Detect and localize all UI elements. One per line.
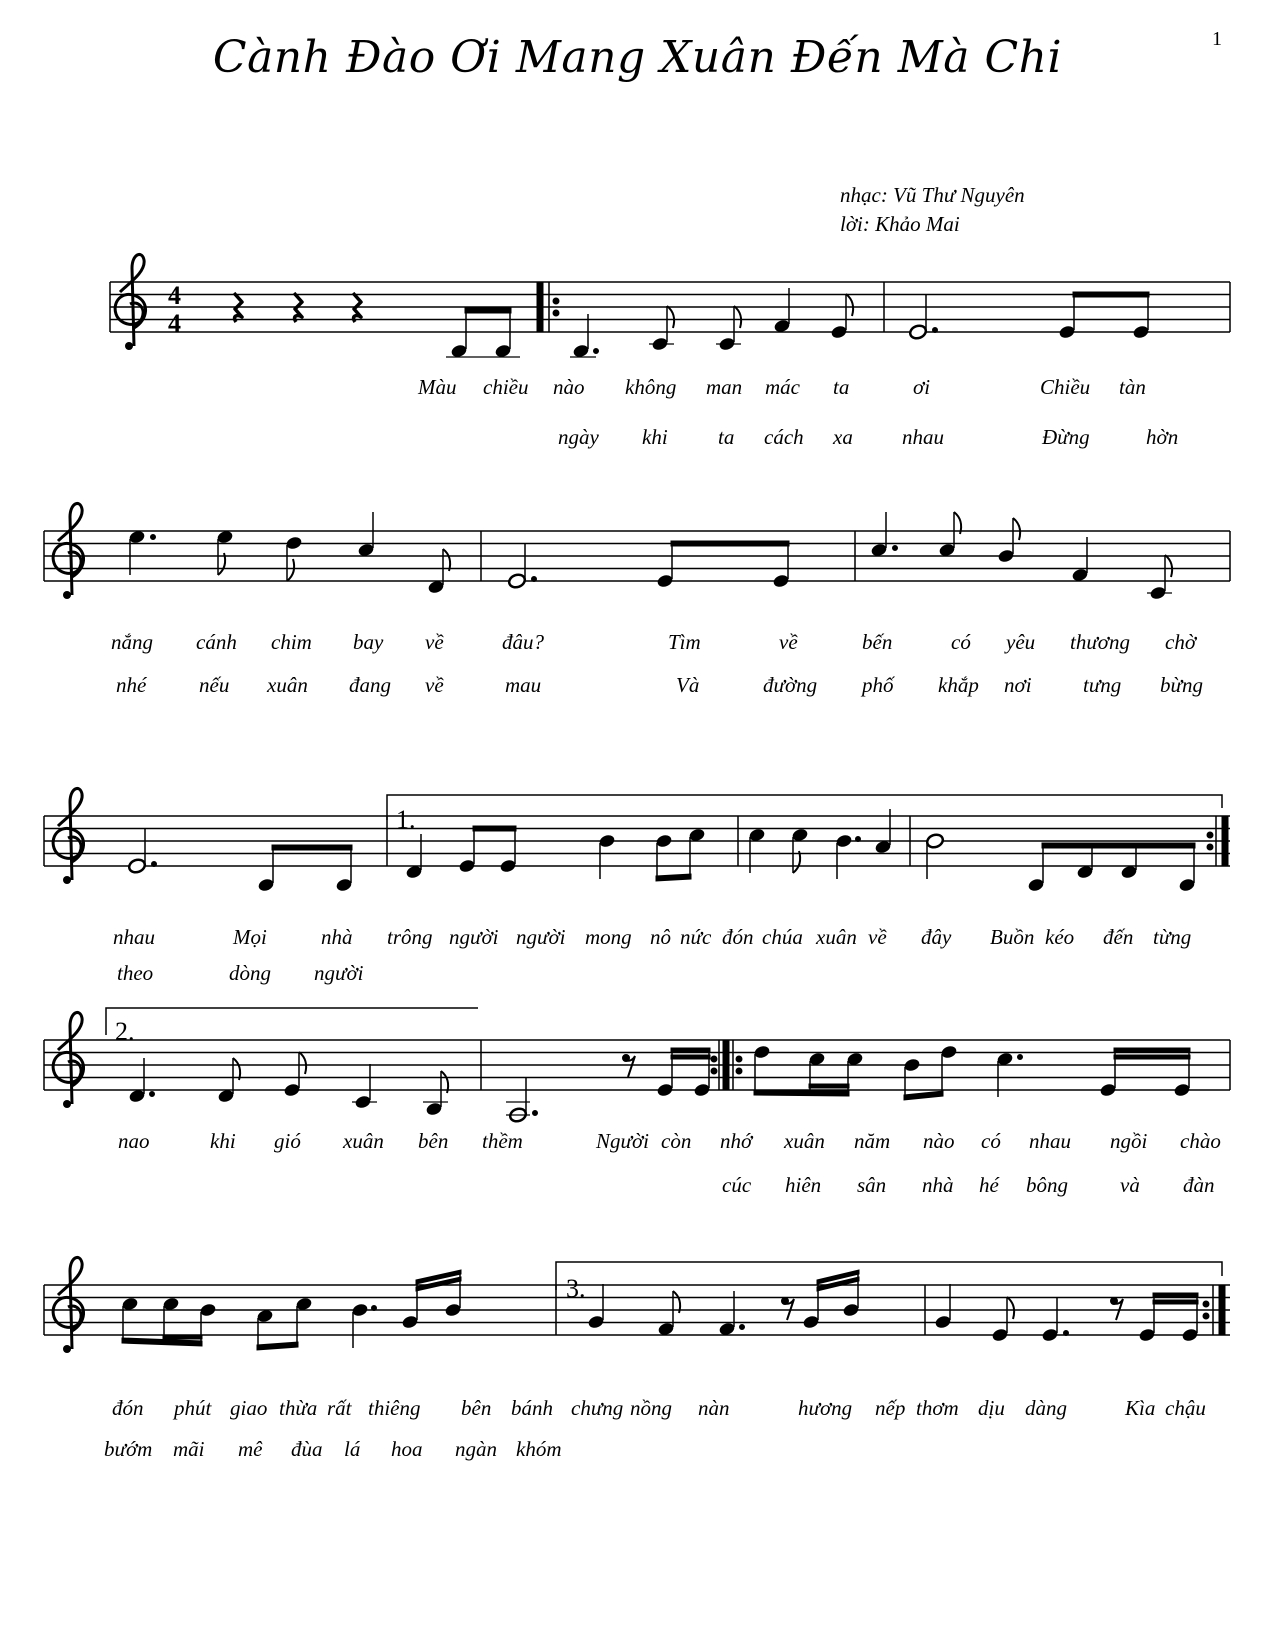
system-1-staff (110, 282, 1230, 332)
lyric-syllable: nào (923, 1129, 955, 1153)
lyric-syllable: cúc (722, 1173, 752, 1197)
lyric-syllable: hờn (1146, 425, 1179, 449)
lyric-syllable: gió (274, 1129, 301, 1153)
lyric-syllable: mong (585, 925, 632, 949)
lyric-syllable: đón (112, 1396, 144, 1420)
lyric-syllable: hương (798, 1396, 853, 1420)
lyrics-system-5-verse-2 (104, 1437, 562, 1461)
lyric-syllable: đùa (291, 1437, 323, 1461)
lyric-syllable: đón (722, 925, 754, 949)
lyric-syllable: nơi (1004, 673, 1032, 697)
lyric-syllable: nhau (1029, 1129, 1071, 1153)
lyric-syllable: ngồi (1110, 1129, 1148, 1153)
lyric-syllable: người (449, 925, 499, 949)
lyric-syllable: rất (327, 1396, 352, 1420)
lyric-syllable: mê (238, 1437, 263, 1461)
lyric-syllable: năm (854, 1129, 891, 1153)
lyric-syllable: thương (1070, 630, 1130, 654)
lyric-syllable: khóm (516, 1437, 562, 1461)
lyric-syllable: chiều (483, 375, 529, 399)
lyric-syllable: về (868, 925, 887, 949)
lyric-syllable: giao (230, 1396, 268, 1420)
lyric-syllable: nức (680, 925, 712, 949)
lyric-syllable: bên (418, 1129, 449, 1153)
lyric-syllable: dòng (229, 961, 271, 985)
ending-1-number: 1. (396, 805, 416, 834)
lyric-syllable: bên (461, 1396, 492, 1420)
lyric-syllable: chim (271, 630, 312, 654)
lyric-syllable: nắng (111, 630, 153, 654)
lyric-syllable: đâu? (502, 630, 544, 654)
lyric-syllable: cánh (196, 630, 237, 654)
lyric-syllable: xuân (343, 1129, 384, 1153)
lyric-syllable: lá (344, 1437, 361, 1461)
lyric-syllable: hiên (785, 1173, 822, 1197)
lyric-syllable: còn (661, 1129, 692, 1153)
lyric-syllable: sân (857, 1173, 887, 1197)
lyric-syllable: nàn (698, 1396, 730, 1420)
lyric-syllable: thừa (279, 1396, 318, 1420)
ending-3-number: 3. (566, 1274, 586, 1303)
lyric-syllable: đến (1103, 925, 1134, 949)
lyric-syllable: người (516, 925, 566, 949)
lyric-syllable: ngàn (455, 1437, 497, 1461)
lyric-syllable: nhà (922, 1173, 954, 1197)
lyric-syllable: Và (676, 673, 700, 697)
lyric-syllable: Kìa (1125, 1396, 1156, 1420)
lyric-syllable: mau (505, 673, 542, 697)
lyric-syllable: khi (210, 1129, 236, 1153)
lyric-syllable: phố (862, 673, 894, 697)
lyric-syllable: nhau (113, 925, 155, 949)
lyric-syllable: nhé (116, 673, 147, 697)
lyric-syllable: man (706, 375, 743, 399)
lyrics-system-2-verse-1 (111, 630, 1198, 654)
lyric-syllable: ta (833, 375, 850, 399)
lyric-syllable: dàng (1025, 1396, 1067, 1420)
treble-clef-icon (53, 503, 83, 599)
lyric-syllable: thơm (916, 1396, 959, 1420)
lyric-syllable: Người (596, 1129, 650, 1153)
song-title: Cành Đào Ơi Mang Xuân Đến Mà Chi (212, 32, 1063, 83)
lyric-syllable: thềm (482, 1129, 523, 1153)
lyric-syllable: đang (349, 673, 391, 697)
time-signature-bottom: 4 (168, 309, 181, 338)
lyric-syllable: nhau (902, 425, 944, 449)
time-signature-top: 4 (168, 281, 181, 310)
lyrics-system-5-verse-1 (112, 1396, 1206, 1420)
system-4-staff (44, 1040, 1230, 1090)
lyrics-system-3-verse-2 (117, 961, 364, 985)
lyrics-system-1-verse-1 (417, 375, 1146, 399)
lyric-syllable: mãi (173, 1437, 205, 1461)
lyric-syllable: xuân (816, 925, 857, 949)
lyric-syllable: nô (650, 925, 671, 949)
lyric-syllable: hé (979, 1173, 999, 1197)
lyric-syllable: về (425, 630, 444, 654)
treble-clef-icon (53, 788, 83, 884)
page-number: 1 (1212, 28, 1222, 50)
lyric-syllable: yêu (1006, 630, 1036, 654)
lyric-syllable: từng (1153, 925, 1192, 949)
lyric-syllable: khi (642, 425, 668, 449)
lyric-syllable: nếu (199, 673, 230, 697)
lyric-syllable: chúa (762, 925, 803, 949)
lyric-syllable: thiêng (368, 1396, 421, 1420)
lyric-syllable: tàn (1119, 375, 1146, 399)
lyric-syllable: về (779, 630, 798, 654)
ending-2-number: 2. (115, 1017, 135, 1046)
lyric-syllable: xa (833, 425, 853, 449)
lyric-syllable: ngày (558, 425, 599, 449)
lyric-syllable: Màu (418, 375, 457, 399)
lyric-syllable: về (425, 673, 444, 697)
lyrics-system-1-verse-2 (558, 425, 1178, 449)
lyric-syllable: chờ (1165, 630, 1197, 654)
lyric-syllable: Tìm (668, 630, 701, 654)
lyric-syllable: chào (1180, 1129, 1221, 1153)
lyric-syllable: kéo (1045, 925, 1075, 949)
lyric-syllable: bừng (1160, 673, 1203, 697)
lyric-syllable: nao (118, 1129, 150, 1153)
lyric-syllable: bến (862, 630, 893, 654)
lyrics-system-4-verse-2 (722, 1173, 1215, 1197)
lyric-syllable: Mọi (233, 925, 267, 949)
lyric-syllable: tưng (1083, 673, 1122, 697)
lyrics-system-3-verse-1 (113, 925, 1191, 949)
lyric-syllable: nồng (630, 1396, 672, 1420)
lyric-syllable: cách (764, 425, 804, 449)
lyric-syllable: có (951, 630, 971, 654)
lyric-syllable: bông (1026, 1173, 1068, 1197)
lyric-syllable: dịu (978, 1396, 1005, 1420)
lyricist-credit: lời: Khảo Mai (840, 212, 960, 236)
lyric-syllable: Đừng (1042, 425, 1090, 449)
lyric-syllable: ta (718, 425, 735, 449)
treble-clef-icon (115, 254, 145, 350)
lyric-syllable: đàn (1183, 1173, 1215, 1197)
lyric-syllable: người (314, 961, 364, 985)
lyric-syllable: nếp (875, 1396, 906, 1420)
lyric-syllable: chậu (1165, 1396, 1206, 1420)
lyric-syllable: có (981, 1129, 1001, 1153)
lyric-syllable: Buồn (990, 925, 1035, 949)
system-3-notes (127, 809, 1228, 892)
lyrics-system-2-verse-2 (116, 673, 1203, 697)
system-3-staff (44, 816, 1230, 866)
lyric-syllable: đây (921, 925, 952, 949)
lyric-syllable: Chiều (1040, 375, 1091, 399)
lyrics-system-4-verse-1 (118, 1129, 1221, 1153)
lyric-syllable: bướm (104, 1437, 153, 1461)
lyric-syllable: xuân (784, 1129, 825, 1153)
lyric-syllable: khắp (938, 673, 979, 697)
ending-2-bracket (106, 1008, 478, 1035)
lyric-syllable: phút (174, 1396, 212, 1420)
system-5-staff (44, 1285, 1230, 1335)
lyric-syllable: nào (553, 375, 585, 399)
composer-credit: nhạc: Vũ Thư Nguyên (840, 183, 1025, 207)
lyric-syllable: nhà (321, 925, 353, 949)
lyric-syllable: bay (353, 630, 384, 654)
lyric-syllable: xuân (267, 673, 308, 697)
lyric-syllable: ơi (913, 375, 931, 399)
lyric-syllable: chưng (571, 1396, 624, 1420)
lyric-syllable: đường (763, 673, 818, 697)
lyric-syllable: mác (765, 375, 800, 399)
lyric-syllable: và (1120, 1173, 1140, 1197)
treble-clef-icon (53, 1257, 83, 1353)
treble-clef-icon (53, 1012, 83, 1108)
lyric-syllable: nhớ (720, 1129, 753, 1153)
lyric-syllable: không (625, 375, 677, 399)
lyric-syllable: bánh (511, 1396, 553, 1420)
lyric-syllable: theo (117, 961, 154, 985)
lyric-syllable: hoa (391, 1437, 423, 1461)
ending-3-bracket (556, 1262, 1222, 1290)
lyric-syllable: trông (387, 925, 433, 949)
